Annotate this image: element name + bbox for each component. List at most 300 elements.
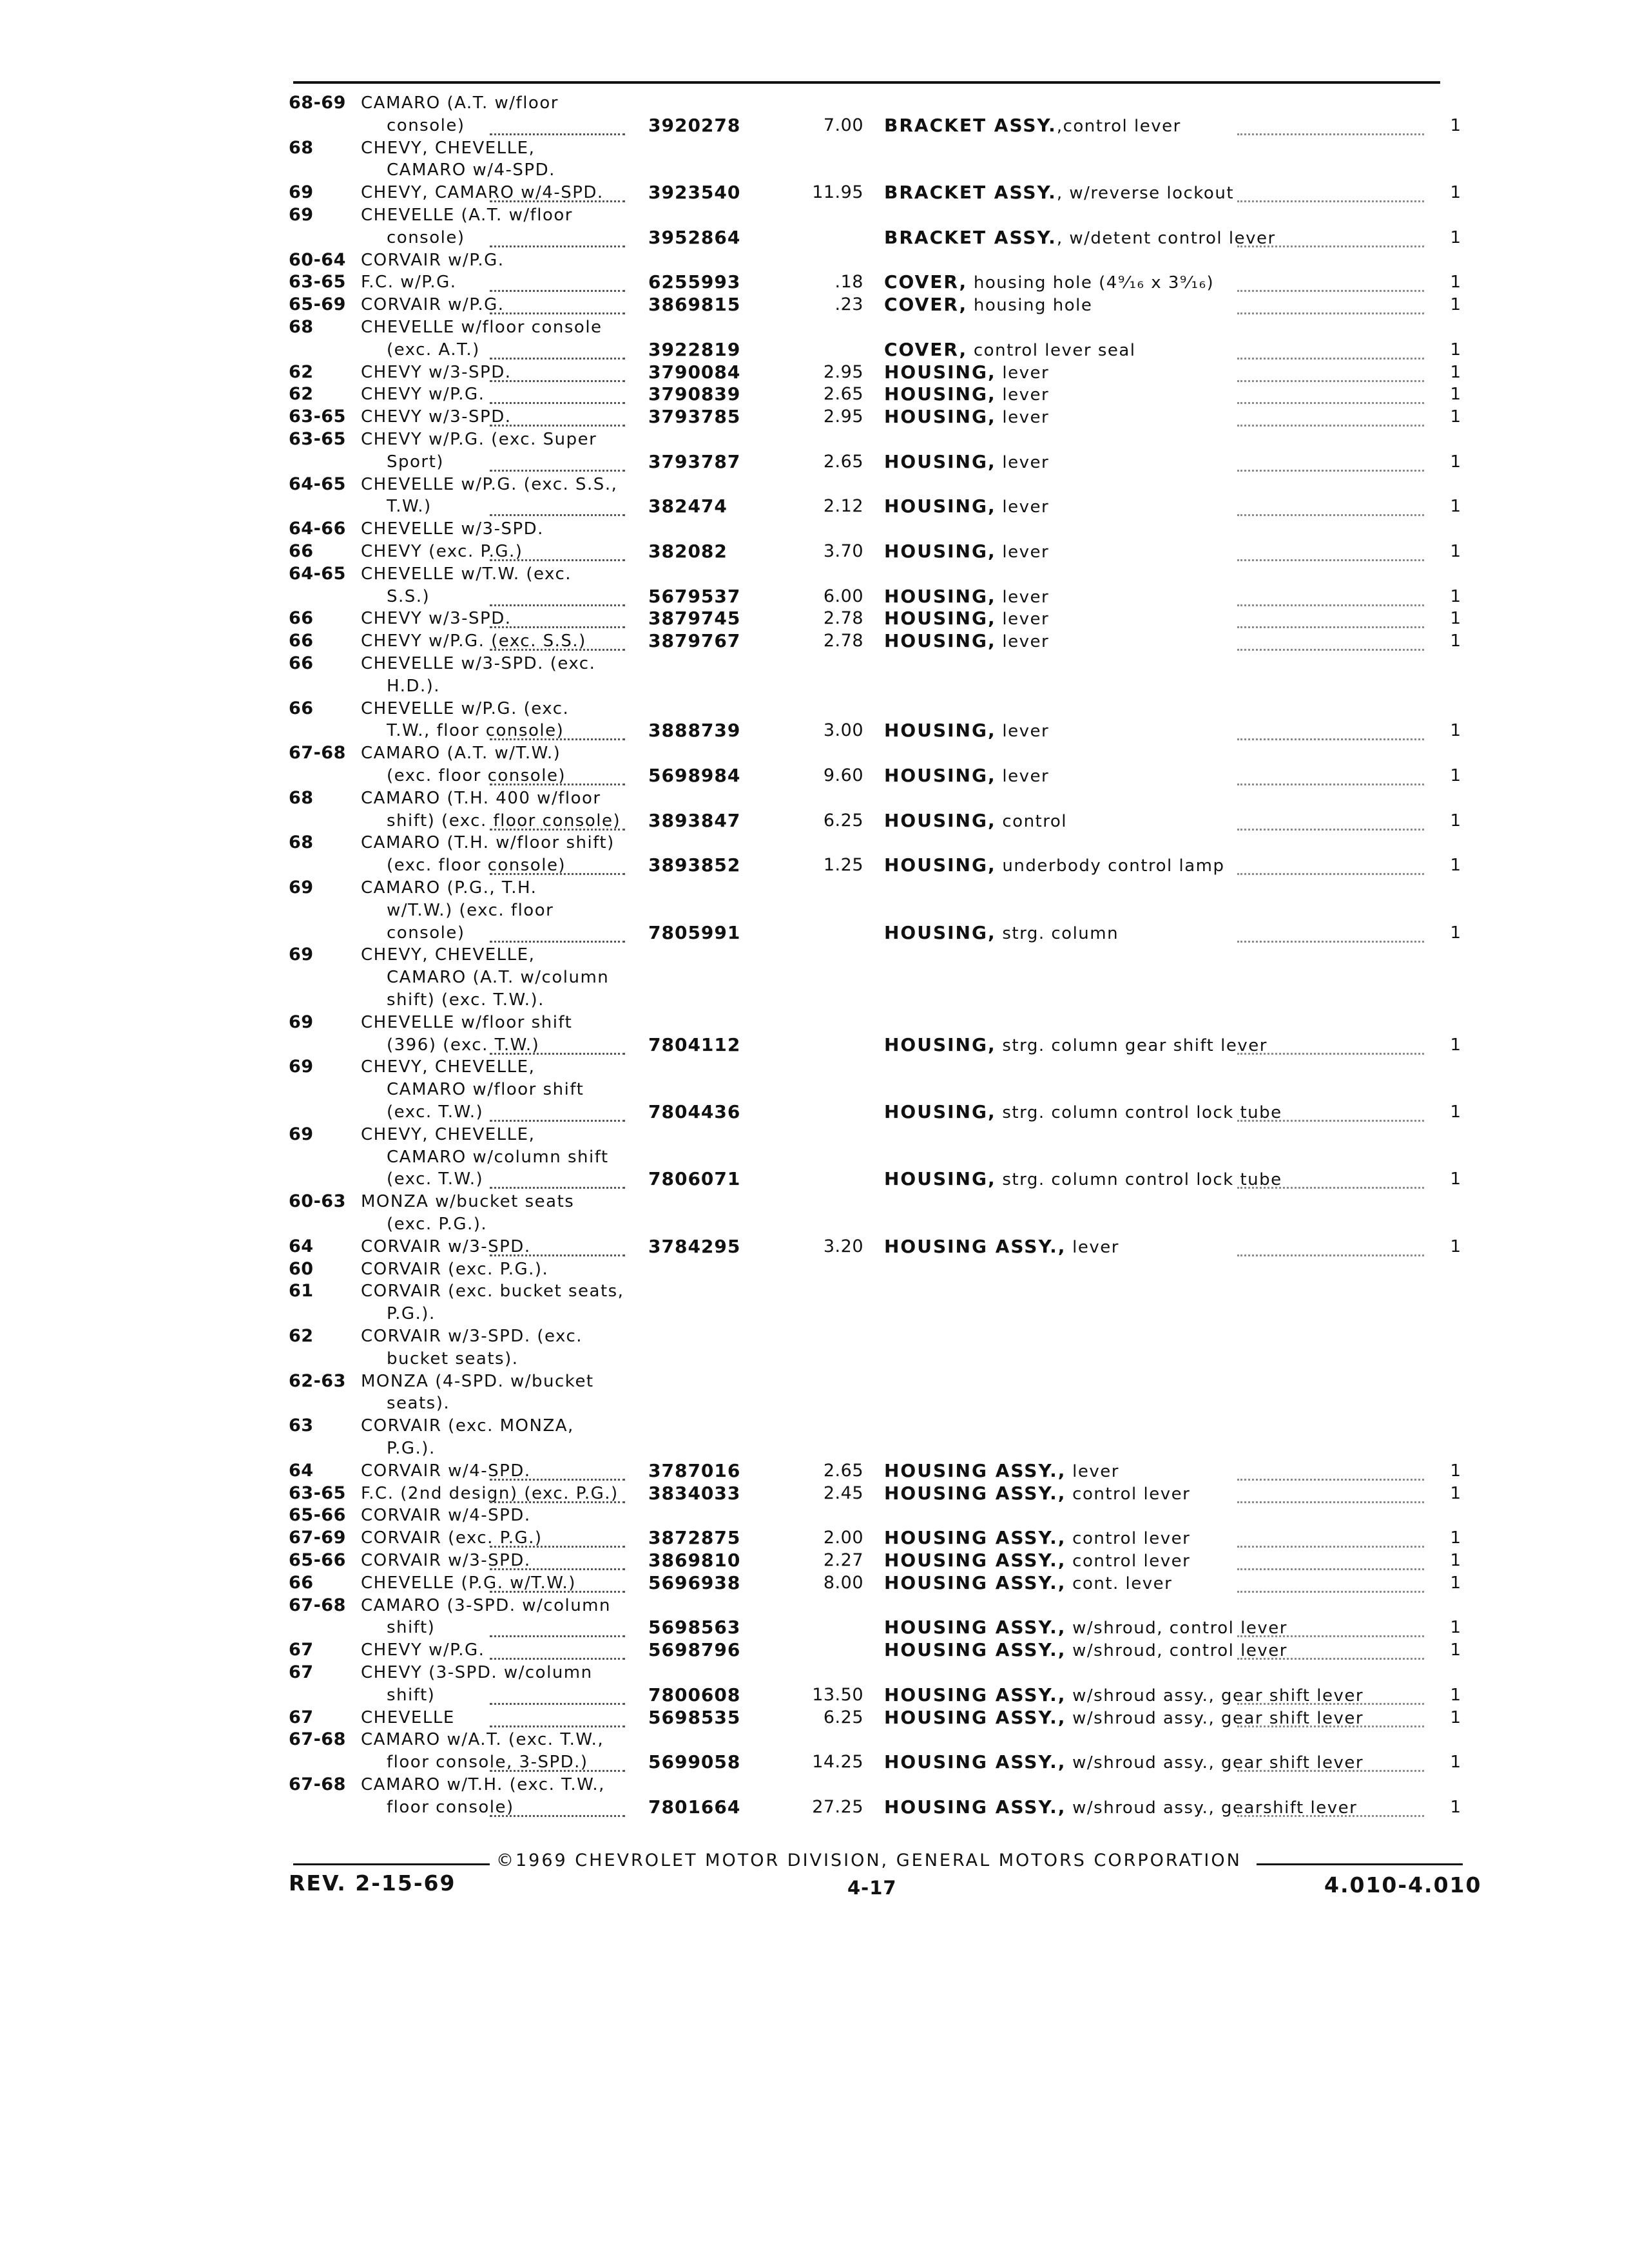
part-number: 3793787 (648, 451, 741, 472)
application-model: CORVAIR w/3-SPD. (361, 1551, 531, 1570)
model-years: 69 (289, 945, 314, 965)
dot-leader (490, 1495, 625, 1503)
model-years: 67-68 (289, 743, 346, 763)
application-model: CAMARO (T.H. w/floor shift) (361, 833, 615, 852)
table-row (0, 1773, 1629, 1796)
part-description (884, 854, 1224, 878)
part-description (884, 1235, 1119, 1259)
part-detail: housing hole (967, 296, 1093, 315)
list-price: 6.25 (823, 811, 863, 831)
part-number: 3793785 (648, 406, 741, 427)
dot-leader (490, 463, 625, 472)
model-years: 67-68 (289, 1729, 346, 1749)
table-row (0, 293, 1629, 316)
quantity: 1 (1450, 856, 1461, 875)
part-title: HOUSING, (884, 810, 996, 831)
table-row (0, 1055, 1629, 1079)
part-number: 5698984 (648, 765, 741, 786)
quantity: 1 (1450, 228, 1461, 247)
footer-page-number: 4-17 (847, 1877, 897, 1899)
quantity: 1 (1450, 1551, 1461, 1570)
application-model: CAMARO (A.T. w/T.W.) (361, 744, 561, 763)
table-row (0, 1459, 1629, 1483)
part-description (884, 540, 1049, 564)
dot-leader (1237, 934, 1424, 943)
table-row (0, 473, 1629, 496)
dot-leader (1237, 1763, 1424, 1772)
table-row-continuation (0, 809, 1629, 832)
application-model: floor console, 3-SPD.) (387, 1753, 588, 1772)
model-years: 62 (289, 384, 314, 404)
list-price: 2.78 (823, 608, 863, 628)
application-model: console) (387, 116, 465, 135)
table-row (0, 831, 1629, 854)
dot-leader (490, 1113, 625, 1122)
application-model: CHEVY (3-SPD. w/column (361, 1663, 593, 1682)
application-model: CAMARO w/floor shift (387, 1080, 584, 1099)
model-years: 69 (289, 182, 314, 202)
part-number: 7806071 (648, 1168, 741, 1189)
table-row (0, 428, 1629, 451)
model-years: 69 (289, 878, 314, 898)
table-row-continuation (0, 338, 1629, 361)
part-number: 3920278 (648, 115, 741, 136)
part-number: 5698563 (648, 1617, 741, 1638)
part-title: HOUSING ASSY., (884, 1527, 1066, 1548)
part-title: HOUSING ASSY., (884, 1483, 1066, 1504)
quantity: 1 (1450, 1484, 1461, 1503)
model-years: 66 (289, 1573, 314, 1593)
application-model: CAMARO w/4-SPD. (387, 160, 555, 180)
dot-leader (1237, 1495, 1424, 1503)
list-price: 14.25 (812, 1752, 863, 1772)
part-description (884, 585, 1049, 609)
part-description (884, 338, 1136, 362)
application-model: CORVAIR (exc. MONZA, (361, 1416, 574, 1436)
application-model: shift) (exc. floor console) (387, 811, 621, 831)
application-model: CHEVELLE w/3-SPD. (361, 519, 544, 539)
dot-leader (1237, 867, 1424, 875)
table-row (0, 137, 1629, 160)
part-number: 3888739 (648, 720, 741, 741)
dot-leader (490, 396, 625, 404)
part-description (884, 629, 1049, 653)
dot-leader (490, 822, 625, 831)
model-years: 60-63 (289, 1191, 346, 1211)
part-description (884, 1033, 1268, 1057)
application-model: shift) (387, 1618, 436, 1637)
application-model: CORVAIR w/P.G. (361, 295, 505, 314)
model-years: 67 (289, 1640, 314, 1660)
application-model: seats). (387, 1394, 450, 1413)
dot-leader (490, 194, 625, 202)
dot-leader (490, 351, 625, 360)
part-number: 3784295 (648, 1236, 741, 1257)
table-row-continuation (0, 899, 1629, 922)
part-number: 3790084 (648, 361, 741, 383)
application-model: (396) (exc. T.W.) (387, 1035, 540, 1055)
part-description (884, 114, 1181, 138)
part-detail: lever (996, 363, 1050, 383)
application-model: CHEVELLE w/floor console (361, 318, 602, 337)
part-detail: lever (996, 722, 1050, 741)
application-model: (exc. floor console) (387, 856, 566, 875)
table-row-continuation (0, 450, 1629, 474)
table-row (0, 742, 1629, 765)
model-years: 62 (289, 1326, 314, 1346)
application-model: CORVAIR (exc. bucket seats, (361, 1282, 624, 1301)
table-row (0, 271, 1629, 294)
model-years: 60-64 (289, 250, 346, 270)
list-price: 2.12 (823, 496, 863, 516)
list-price: 6.25 (823, 1707, 863, 1727)
table-row (0, 1280, 1629, 1303)
part-title: HOUSING, (884, 541, 996, 562)
dot-leader (1237, 822, 1424, 831)
dot-leader (1237, 1651, 1424, 1660)
table-row (0, 1258, 1629, 1281)
list-price: 2.27 (823, 1550, 863, 1570)
application-model: CHEVELLE w/P.G. (exc. (361, 699, 570, 718)
quantity: 1 (1450, 1102, 1461, 1122)
application-model: (exc. P.G.). (387, 1215, 488, 1234)
part-detail: lever (1066, 1238, 1119, 1257)
part-description (884, 226, 1276, 250)
table-row (0, 1325, 1629, 1348)
table-row (0, 316, 1629, 339)
list-price: 11.95 (812, 182, 863, 202)
application-model: S.S.) (387, 587, 430, 606)
application-model: console) (387, 228, 465, 247)
list-price: 9.60 (823, 765, 863, 785)
part-number: 3922819 (648, 339, 741, 360)
quantity: 1 (1450, 631, 1461, 651)
quantity: 1 (1450, 587, 1461, 606)
dot-leader (1237, 1696, 1424, 1705)
list-price: 3.20 (823, 1236, 863, 1256)
part-description (884, 809, 1067, 833)
part-title: HOUSING ASSY., (884, 1707, 1066, 1728)
application-model: CORVAIR w/3-SPD. (exc. (361, 1327, 583, 1346)
application-model: F.C. (2nd design) (exc. P.G.) (361, 1484, 619, 1503)
dot-leader (490, 374, 625, 382)
model-years: 69 (289, 205, 314, 225)
part-detail: lever (996, 632, 1050, 651)
application-model: H.D.). (387, 677, 441, 696)
dot-leader (1237, 642, 1424, 651)
dot-leader (490, 1472, 625, 1481)
part-detail: w/shroud assy., gear shift lever (1066, 1753, 1364, 1773)
part-title: COVER, (884, 271, 968, 293)
part-description (884, 764, 1049, 788)
model-years: 66 (289, 541, 314, 561)
quantity: 1 (1450, 183, 1461, 202)
part-description (884, 1639, 1287, 1662)
application-model: (exc. T.W.) (387, 1102, 484, 1122)
list-price: 8.00 (823, 1573, 863, 1593)
application-model: console) (387, 923, 465, 943)
part-number: 3923540 (648, 182, 741, 203)
quantity: 1 (1450, 1169, 1461, 1189)
model-years: 66 (289, 653, 314, 673)
part-description (884, 1549, 1190, 1573)
quantity: 1 (1450, 1640, 1461, 1660)
dot-leader (490, 1763, 625, 1772)
part-number: 3893852 (648, 854, 741, 876)
part-description (884, 1459, 1119, 1483)
dot-leader (1237, 418, 1424, 427)
part-detail: control (996, 812, 1067, 831)
application-model: (exc. T.W.) (387, 1169, 484, 1189)
quantity: 1 (1450, 811, 1461, 831)
dot-leader (490, 777, 625, 785)
application-model: T.W.) (387, 497, 432, 516)
dot-leader (1237, 1248, 1424, 1256)
dot-leader (1237, 374, 1424, 382)
dot-leader (1237, 1472, 1424, 1481)
table-row (0, 1526, 1629, 1550)
dot-leader (1237, 508, 1424, 516)
application-model: CORVAIR w/3-SPD. (361, 1237, 531, 1256)
model-years: 69 (289, 1057, 314, 1077)
part-number: 382082 (648, 541, 728, 562)
application-model: CHEVY w/P.G. (exc. Super (361, 430, 597, 449)
dot-leader (490, 239, 625, 247)
dot-leader (490, 1180, 625, 1189)
application-model: (exc. A.T.) (387, 340, 480, 360)
part-description (884, 450, 1049, 474)
dot-leader (1237, 620, 1424, 628)
part-description (884, 607, 1049, 631)
table-row-continuation (0, 1146, 1629, 1169)
model-years: 66 (289, 608, 314, 628)
dot-leader (490, 306, 625, 314)
application-model: CHEVY, CHEVELLE, (361, 1057, 535, 1077)
dot-leader (1237, 1180, 1424, 1189)
part-number: 6255993 (648, 271, 741, 293)
table-row-continuation (0, 1078, 1629, 1101)
dot-leader (1237, 396, 1424, 404)
footer-section-number: 4.010-4.010 (1324, 1872, 1482, 1898)
dot-leader (490, 1809, 625, 1817)
list-price: 27.25 (812, 1797, 863, 1817)
table-row (0, 1728, 1629, 1751)
part-detail: cont. lever (1066, 1574, 1173, 1593)
list-price: 7.00 (823, 115, 863, 135)
quantity: 1 (1450, 609, 1461, 628)
dot-leader (490, 1539, 625, 1548)
application-model: CHEVY, CAMARO w/4-SPD. (361, 183, 604, 202)
part-number: 5699058 (648, 1751, 741, 1773)
application-model: floor console) (387, 1798, 514, 1817)
model-years: 67-69 (289, 1528, 346, 1548)
list-price: 2.00 (823, 1528, 863, 1548)
table-row (0, 405, 1629, 428)
table-row-continuation (0, 1751, 1629, 1774)
part-description (884, 719, 1049, 743)
application-model: CHEVY, CHEVELLE, (361, 945, 535, 965)
dot-leader (490, 620, 625, 628)
part-detail: strg. column control lock tube (996, 1103, 1282, 1122)
part-detail: w/shroud assy., gearshift lever (1066, 1798, 1358, 1818)
part-detail: w/shroud, control lever (1066, 1619, 1287, 1638)
dot-leader (1237, 306, 1424, 314)
part-description (884, 383, 1049, 407)
part-detail: strg. column (996, 924, 1119, 943)
application-model: CORVAIR (exc. P.G.) (361, 1528, 543, 1548)
part-detail: control lever seal (967, 341, 1136, 360)
application-model: CHEVELLE (P.G. w/T.W.) (361, 1573, 576, 1593)
application-model: CAMARO (A.T. w/column (387, 968, 610, 987)
part-description (884, 293, 1092, 317)
quantity: 1 (1450, 273, 1461, 292)
table-row-continuation (0, 495, 1629, 518)
model-years: 69 (289, 1124, 314, 1144)
part-title: BRACKET ASSY. (884, 115, 1057, 136)
part-description (884, 181, 1234, 205)
part-description (884, 1526, 1190, 1550)
part-number: 3787016 (648, 1460, 741, 1481)
part-number: 3879767 (648, 630, 741, 651)
dot-leader (490, 598, 625, 606)
table-row-continuation (0, 1616, 1629, 1639)
part-title: HOUSING, (884, 630, 996, 651)
table-row (0, 204, 1629, 227)
quantity: 1 (1450, 340, 1461, 360)
part-title: HOUSING ASSY., (884, 1639, 1066, 1660)
model-years: 69 (289, 1012, 314, 1032)
part-detail: lever (996, 408, 1050, 427)
application-model: CORVAIR w/4-SPD. (361, 1461, 531, 1481)
quantity: 1 (1450, 1237, 1461, 1256)
table-row (0, 1190, 1629, 1213)
table-row-continuation (0, 966, 1629, 989)
part-number: 7804436 (648, 1101, 741, 1122)
part-number: 7805991 (648, 922, 741, 943)
part-detail: strg. column control lock tube (996, 1170, 1282, 1189)
quantity: 1 (1450, 721, 1461, 740)
quantity: 1 (1450, 1573, 1461, 1593)
quantity: 1 (1450, 542, 1461, 561)
model-years: 68 (289, 138, 314, 158)
part-detail: control lever (1066, 1552, 1191, 1571)
part-title: HOUSING, (884, 406, 996, 427)
application-model: CAMARO (3-SPD. w/column (361, 1596, 611, 1615)
table-row (0, 562, 1629, 586)
application-model: Sport) (387, 452, 444, 472)
model-years: 62 (289, 362, 314, 382)
part-detail: lever (996, 767, 1050, 786)
part-title: HOUSING ASSY., (884, 1684, 1066, 1706)
part-title: HOUSING, (884, 361, 996, 383)
dot-leader (1237, 463, 1424, 472)
application-model: w/T.W.) (exc. floor (387, 901, 554, 920)
table-row-continuation (0, 921, 1629, 945)
dot-leader (490, 1248, 625, 1256)
application-model: CHEVELLE (A.T. w/floor (361, 206, 573, 225)
quantity: 1 (1450, 295, 1461, 314)
part-detail: lever (996, 543, 1050, 562)
part-detail: lever (996, 610, 1050, 629)
part-title: BRACKET ASSY. (884, 182, 1057, 203)
table-row-continuation (0, 1684, 1629, 1707)
model-years: 62-63 (289, 1371, 346, 1391)
application-model: CHEVY w/P.G. (exc. S.S.) (361, 631, 586, 651)
table-row (0, 517, 1629, 541)
quantity: 1 (1450, 452, 1461, 472)
part-title: HOUSING ASSY., (884, 1751, 1066, 1773)
application-model: CHEVY w/P.G. (361, 1640, 485, 1660)
part-description (884, 361, 1049, 385)
part-detail: lever (996, 453, 1050, 472)
list-price: 6.00 (823, 586, 863, 606)
part-title: HOUSING, (884, 1168, 996, 1189)
dot-leader (1237, 1584, 1424, 1593)
part-title: HOUSING, (884, 608, 996, 629)
part-detail: lever (996, 497, 1050, 517)
dot-leader (1237, 351, 1424, 360)
application-model: T.W., floor console) (387, 721, 564, 740)
part-detail: w/shroud assy., gear shift lever (1066, 1709, 1364, 1728)
table-row (0, 91, 1629, 115)
dot-leader (1237, 127, 1424, 135)
quantity: 1 (1450, 1708, 1461, 1727)
quantity: 1 (1450, 923, 1461, 943)
model-years: 67-68 (289, 1595, 346, 1615)
table-row (0, 1123, 1629, 1146)
application-model: CORVAIR (exc. P.G.). (361, 1260, 549, 1279)
footer-rule-right (1257, 1863, 1463, 1865)
application-model: CAMARO w/A.T. (exc. T.W., (361, 1730, 604, 1749)
quantity: 1 (1450, 1035, 1461, 1055)
part-title: HOUSING, (884, 765, 996, 786)
model-years: 63-65 (289, 407, 346, 427)
table-row-continuation (0, 675, 1629, 698)
quantity: 1 (1450, 1798, 1461, 1817)
table-row-continuation (0, 1347, 1629, 1370)
list-price: 1.25 (823, 855, 863, 875)
table-row (0, 787, 1629, 810)
table-row (0, 1482, 1629, 1505)
table-row-continuation (0, 226, 1629, 249)
part-detail: control lever (1066, 1485, 1191, 1504)
quantity: 1 (1450, 497, 1461, 516)
application-model: bucket seats). (387, 1349, 519, 1369)
part-number: 3893847 (648, 810, 741, 831)
part-description (884, 271, 1214, 294)
part-title: COVER, (884, 339, 968, 360)
model-years: 65-66 (289, 1550, 346, 1570)
application-model: shift) (exc. T.W.). (387, 990, 545, 1010)
dot-leader (1237, 239, 1424, 247)
table-row-continuation (0, 1437, 1629, 1460)
table-row-continuation (0, 1168, 1629, 1191)
table-row (0, 943, 1629, 966)
dot-leader (1237, 284, 1424, 292)
list-price: 2.95 (823, 362, 863, 382)
model-years: 64-66 (289, 519, 346, 539)
table-row-continuation (0, 159, 1629, 182)
model-years: 65-66 (289, 1505, 346, 1525)
dot-leader (490, 1584, 625, 1593)
application-model: CHEVELLE w/P.G. (exc. S.S., (361, 475, 618, 494)
part-detail: strg. column gear shift lever (996, 1036, 1268, 1055)
table-row (0, 1594, 1629, 1617)
model-years: 64-65 (289, 474, 346, 494)
table-row-continuation (0, 988, 1629, 1012)
part-title: HOUSING, (884, 854, 996, 876)
part-number: 5679537 (648, 586, 741, 607)
